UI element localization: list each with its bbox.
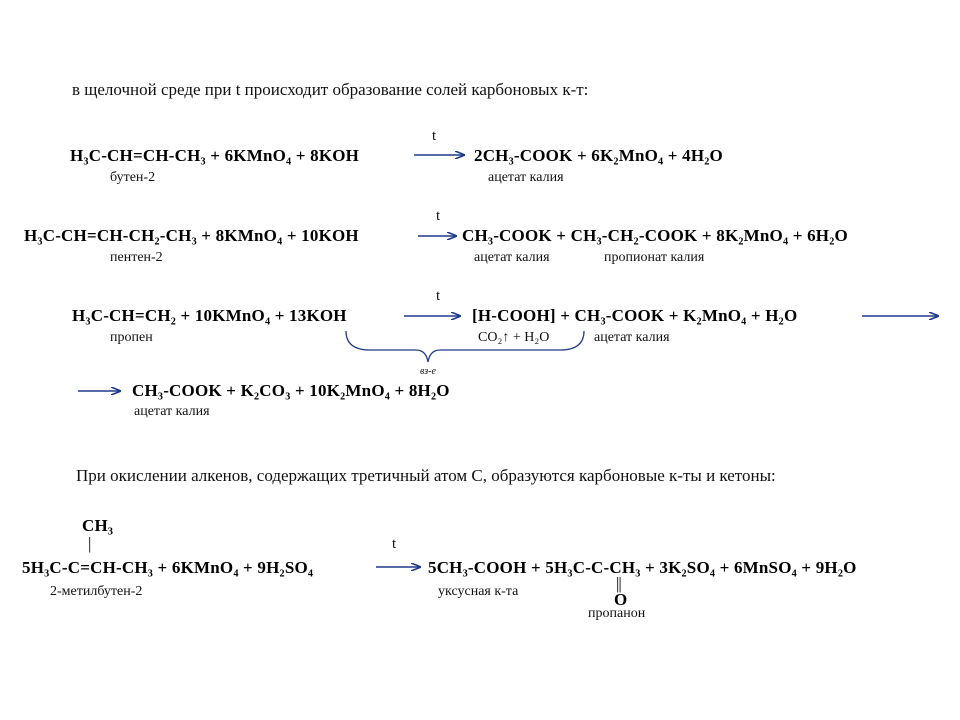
reaction3-label-formic: CO₂↑ + H₂O [478, 330, 550, 345]
reaction3-condition: t [436, 288, 441, 304]
reaction4-lhs: 5H₃C-C=CH-CH₃ + 6KMnO₄ + 9H₂SO₄ [22, 558, 314, 577]
intro-text: в щелочной среде при t происходит образование солей карбоновых к-т: [72, 80, 589, 99]
reaction3-lhs: H₃C-CH=CH₂ + 10KMnO₄ + 13KOH [72, 306, 347, 325]
reaction4-label-acid: уксусная к-та [438, 584, 519, 599]
reaction1-label-reactant: бутен-2 [110, 170, 156, 185]
reaction4-vertical-bond: | [88, 534, 92, 553]
section-heading: При окислении алкенов, содержащих третичный атом С, образуются карбоновые к-ты и кетоны: [76, 466, 776, 485]
reaction4-rhs: 5CH₃-COOH + 5H₃C-C-CH₃ + 3K₂SO₄ + 6MnSO₄ + 9H₂O [428, 558, 857, 577]
reaction1-lhs: H₃C-CH=CH-CH₃ + 6KMnO₄ + 8KOH [70, 146, 360, 165]
reaction4-substituent: CH₃ [82, 516, 114, 535]
reaction3-label-acetate: ацетат калия [594, 330, 670, 345]
reaction3-brace-label: вз-е [420, 366, 436, 377]
reaction3-label-reactant: пропен [110, 330, 153, 345]
reaction3-rhs: [H-COOH] + CH₃-COOK + K₂MnO₄ + H₂O [472, 306, 798, 325]
reaction4-double-bond: || [616, 574, 621, 593]
reaction2-label-product1: ацетат калия [474, 250, 550, 265]
reaction4-label-ketone: пропанон [588, 606, 646, 621]
reaction2-rhs: CH₃-COOK + CH₃-CH₂-COOK + 8K₂MnO₄ + 6H₂O [462, 226, 848, 245]
reaction2-label-product2: пропионат калия [604, 250, 705, 265]
reaction1-rhs: 2CH₃-COOK + 6K₂MnO₄ + 4H₂O [474, 146, 723, 165]
reaction2-lhs: H₃C-CH=CH-CH₂-CH₃ + 8KMnO₄ + 10KOH [24, 226, 359, 245]
reaction3-cont-rhs: CH₃-COOK + K₂CO₃ + 10K₂MnO₄ + 8H₂O [132, 381, 450, 400]
reaction1-condition: t [432, 128, 437, 144]
reaction4-label-reactant: 2-метилбутен-2 [50, 584, 143, 599]
reaction3-brace [346, 331, 584, 362]
reaction4-oxygen: O [614, 590, 628, 609]
reaction4-condition: t [392, 536, 397, 552]
reaction3-cont-label: ацетат калия [134, 404, 210, 419]
reaction1-label-product: ацетат калия [488, 170, 564, 185]
reaction2-condition: t [436, 208, 441, 224]
reaction2-label-reactant: пентен-2 [110, 250, 163, 265]
